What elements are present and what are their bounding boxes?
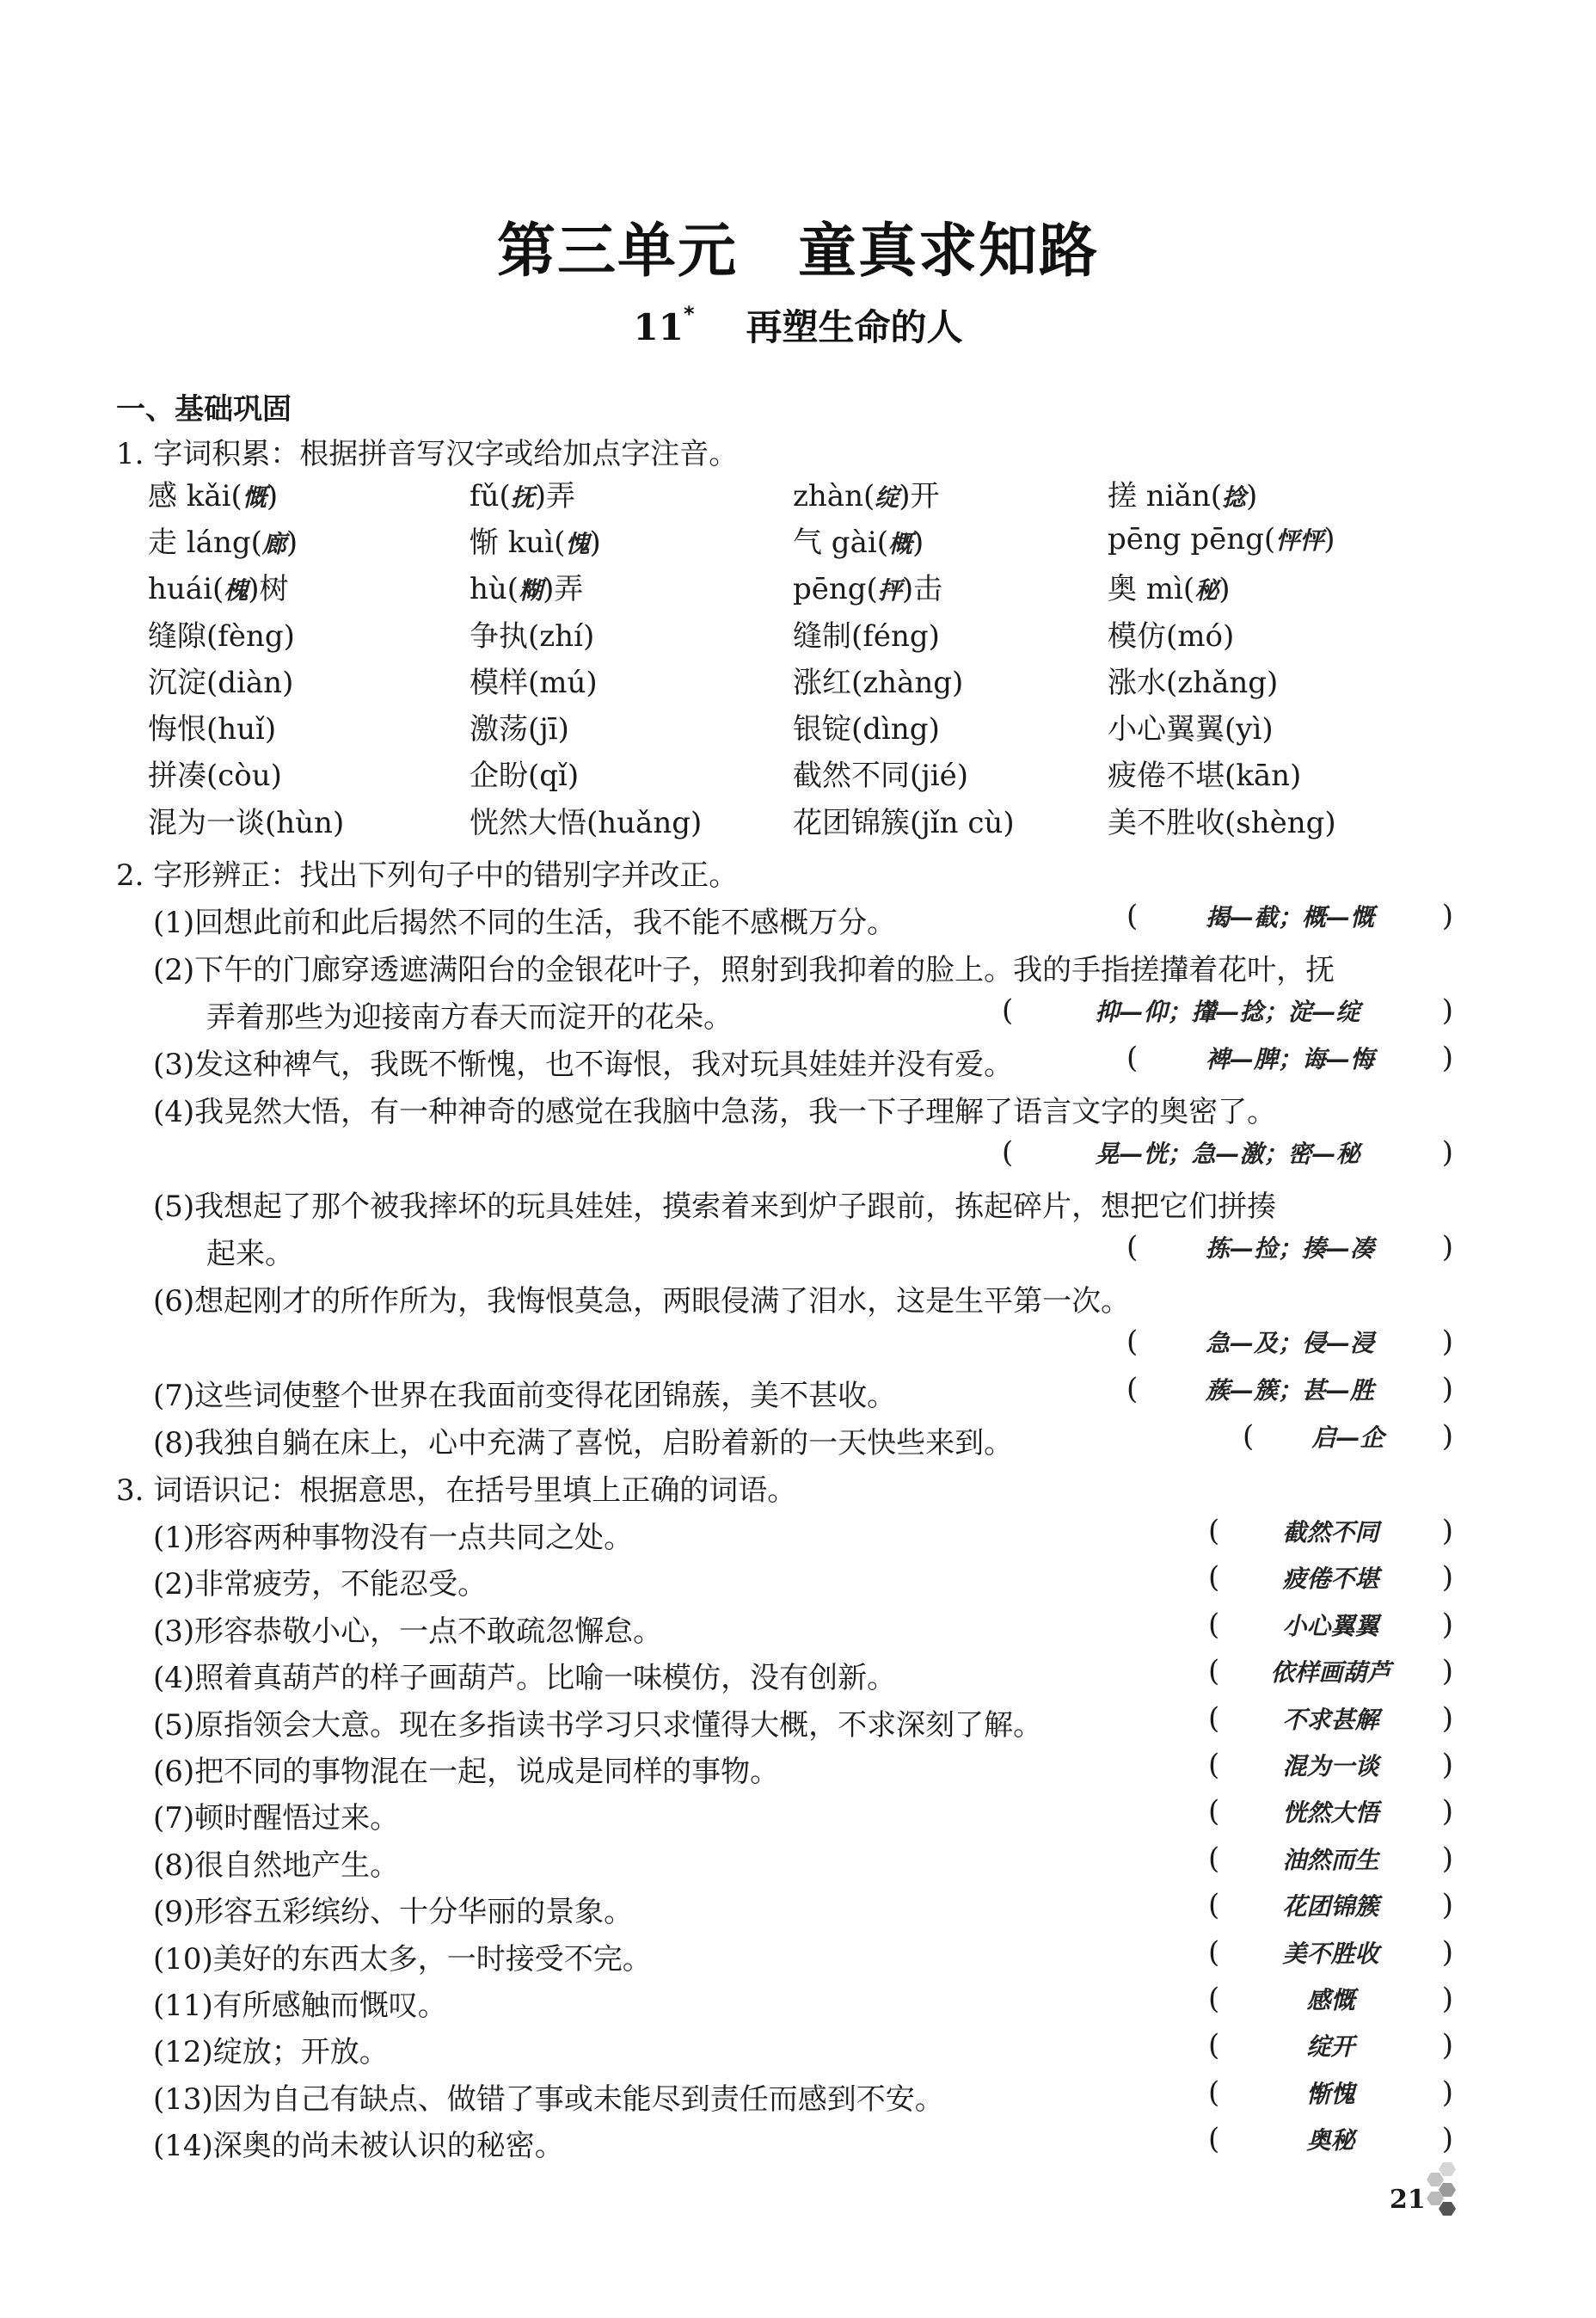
vocab-cell <box>793 799 1108 841</box>
vocab-row <box>148 703 1489 749</box>
q3-item: (5)原指领会大意。现在多指读书学习只求懂得大概，不求深刻了解。 <box>153 1708 1043 1743</box>
vocab-prompt: fǔ( <box>470 478 511 513</box>
vocab-cell <box>1108 705 1486 747</box>
q2-answer-text: 揭—截；概—慨 <box>1205 903 1374 932</box>
vocab-cell <box>470 752 793 794</box>
vocab-prompt: 激荡(jī) <box>470 712 569 747</box>
hexagon-decoration-icon <box>1410 2161 1462 2221</box>
q2-heading: 2. 字形辨正：找出下列句子中的错别字并改正。 <box>116 858 739 893</box>
q3-answer: 小心翼翼 <box>1282 1612 1379 1640</box>
q3-heading: 3. 词语识记：根据意思，在括号里填上正确的词语。 <box>116 1473 797 1508</box>
vocab-cell <box>1108 752 1486 794</box>
q3-answer-bracket: ( 绽开 ) <box>1208 2028 1453 2063</box>
q3-item: (1)形容两种事物没有一点共同之处。 <box>153 1521 634 1555</box>
q3-answer-bracket: ( 奥秘 ) <box>1208 2122 1453 2156</box>
vocab-answer: 怦怦 <box>1275 526 1324 556</box>
vocab-cell <box>1108 565 1486 607</box>
lesson-star: * <box>683 302 695 326</box>
vocab-cell <box>793 565 1108 607</box>
q3-answer-bracket: ( 油然而生 ) <box>1208 1841 1453 1876</box>
vocab-suffix: )树 <box>248 572 289 607</box>
vocab-prompt: 悔恨(huǐ) <box>148 712 277 747</box>
q3-item: (2)非常疲劳，不能忍受。 <box>153 1567 488 1602</box>
q2-answer-text: 蔟—簇；甚—胜 <box>1205 1376 1374 1405</box>
vocab-prompt: 恍然大悟(huǎng) <box>470 805 703 840</box>
q3-answer-bracket: ( 感慨 ) <box>1208 1982 1453 2016</box>
q3-answer-bracket: ( 疲倦不堪 ) <box>1208 1560 1453 1595</box>
q3-answer: 疲倦不堪 <box>1282 1565 1379 1593</box>
vocab-suffix: ) <box>1246 478 1258 513</box>
q2-answer-text: 抑—仰；攆—捻；淀—绽 <box>1095 998 1360 1026</box>
q2-item-4: (4)我晃然大悟，有一种神奇的感觉在我脑中急荡，我一下子理解了语言文字的奥密了。 <box>153 1095 1277 1129</box>
lesson-title <box>0 299 1596 351</box>
q2-answer-text: 急—及；侵—浸 <box>1205 1329 1374 1357</box>
q2-answer-7: ( 蔟—簇；甚—胜 ) <box>1126 1372 1453 1406</box>
vocab-prompt: 争执(zhí) <box>470 618 595 654</box>
vocab-cell <box>793 612 1108 655</box>
q3-item: (14)深奥的尚未被认识的秘密。 <box>153 2129 564 2163</box>
q3-item: (6)把不同的事物混在一起，说成是同样的事物。 <box>153 1755 780 1789</box>
vocab-cell <box>148 565 470 607</box>
vocab-cell <box>148 612 470 655</box>
vocab-prompt: 疲倦不堪(kān) <box>1108 759 1302 794</box>
vocab-row <box>148 796 1489 843</box>
q2-item-8: (8)我独自躺在床上，心中充满了喜悦，启盼着新的一天快些来到。 <box>153 1426 1014 1460</box>
vocab-answer: 愧 <box>565 529 590 558</box>
vocab-prompt: 截然不同(jié) <box>793 759 969 794</box>
q2-answer-2: ( 抑—仰；攆—捻；淀—绽 ) <box>1002 993 1453 1028</box>
q2-item-7: (7)这些词使整个世界在我面前变得花团锦蔟，美不甚收。 <box>153 1379 897 1413</box>
vocab-suffix: )开 <box>899 478 940 513</box>
vocab-prompt: 感 kǎi( <box>148 478 242 513</box>
q3-answer: 恍然大悟 <box>1282 1798 1379 1827</box>
vocab-answer: 抚 <box>510 483 535 512</box>
vocab-grid <box>148 470 1489 843</box>
vocab-row <box>148 516 1489 563</box>
q3-answer-bracket: ( 花团锦簇 ) <box>1208 1888 1453 1922</box>
vocab-prompt: hù( <box>470 572 519 607</box>
vocab-cell <box>148 472 470 514</box>
q3-answer: 绽开 <box>1306 2032 1355 2061</box>
q2-item-6: (6)想起刚才的所作所为，我悔恨莫急，两眼侵满了泪水，这是生平第一次。 <box>153 1284 1131 1319</box>
q3-item: (11)有所感触而慨叹。 <box>153 1989 447 2023</box>
vocab-prompt: 走 láng( <box>148 525 262 560</box>
q3-answer: 花团锦簇 <box>1282 1892 1379 1921</box>
unit-title: 第三单元 童真求知路 <box>496 218 1099 286</box>
vocab-prompt: 沉淀(diàn) <box>148 665 294 700</box>
vocab-row <box>148 610 1489 656</box>
lesson-name: 再塑生命的人 <box>746 306 963 348</box>
q2-answer-text: 启—企 <box>1311 1423 1384 1452</box>
vocab-cell <box>470 472 793 514</box>
q2-answer-5: ( 拣—捡；揍—凑 ) <box>1126 1230 1453 1264</box>
vocab-cell <box>470 519 793 561</box>
vocab-prompt: 模仿(mó) <box>1108 618 1235 654</box>
q3-answer: 截然不同 <box>1282 1518 1379 1546</box>
q2-item-2-cont: 弄着那些为迎接南方春天而淀开的花朵。 <box>206 1000 733 1035</box>
vocab-cell <box>470 705 793 747</box>
vocab-answer: 槐 <box>224 576 249 606</box>
q2-answer-6: ( 急—及；侵—浸 ) <box>1126 1325 1453 1359</box>
q2-answer-4: ( 晃—恍；急—激；密—秘 ) <box>1002 1135 1453 1170</box>
q3-answer-bracket: ( 截然不同 ) <box>1208 1514 1453 1548</box>
vocab-cell <box>793 752 1108 794</box>
q3-answer: 感慨 <box>1306 1986 1355 2014</box>
vocab-prompt: 涨水(zhǎng) <box>1108 665 1279 700</box>
vocab-cell <box>148 799 470 841</box>
vocab-prompt: 拼凑(còu) <box>148 759 282 794</box>
vocab-prompt: 美不胜收(shèng) <box>1108 805 1336 840</box>
q3-answer: 奥秘 <box>1306 2126 1355 2155</box>
vocab-suffix: )弄 <box>534 478 576 513</box>
vocab-prompt: 缝制(féng) <box>793 618 940 654</box>
vocab-cell <box>148 752 470 794</box>
vocab-cell <box>793 705 1108 747</box>
q2-item-5-cont: 起来。 <box>206 1237 294 1271</box>
q2-answer-text: 裨—脾；诲—悔 <box>1205 1045 1374 1073</box>
q3-item: (12)绽放；开放。 <box>153 2035 389 2069</box>
vocab-answer: 捻 <box>1222 483 1247 512</box>
q2-answer-text: 拣—捡；揍—凑 <box>1205 1234 1374 1263</box>
vocab-suffix: ) <box>912 525 924 560</box>
vocab-row <box>148 750 1489 796</box>
q3-answer-bracket: ( 依样画葫芦 ) <box>1208 1654 1453 1688</box>
q3-answer: 不求甚解 <box>1282 1706 1379 1734</box>
q3-item: (9)形容五彩缤纷、十分华丽的景象。 <box>153 1895 634 1929</box>
vocab-prompt: zhàn( <box>793 478 875 513</box>
vocab-cell <box>470 565 793 607</box>
vocab-prompt: pēng( <box>793 572 878 607</box>
vocab-cell <box>148 659 470 701</box>
vocab-cell <box>470 799 793 841</box>
q3-answer-bracket: ( 惭愧 ) <box>1208 2075 1453 2110</box>
vocab-prompt: 奥 mì( <box>1108 572 1195 607</box>
vocab-prompt: 企盼(qǐ) <box>470 759 580 794</box>
q2-answer-1: ( 揭—截；概—慨 ) <box>1126 899 1453 933</box>
vocab-suffix: ) <box>1218 572 1231 607</box>
vocab-prompt: 惭 kuì( <box>470 525 566 560</box>
vocab-answer: 糊 <box>519 576 543 606</box>
vocab-cell <box>793 519 1108 561</box>
q3-answer-bracket: ( 不求甚解 ) <box>1208 1701 1453 1736</box>
vocab-row <box>148 470 1489 516</box>
q2-item-5: (5)我想起了那个被我摔坏的玩具娃娃，摸索着来到炉子跟前，拣起碎片，想把它们拼揍 <box>153 1190 1277 1224</box>
vocab-cell <box>793 472 1108 514</box>
q3-answer: 惭愧 <box>1306 2080 1355 2108</box>
q2-answer-8: ( 启—企 ) <box>1243 1419 1453 1454</box>
vocab-cell <box>1108 522 1486 556</box>
vocab-suffix: ) <box>285 525 298 560</box>
vocab-answer: 慨 <box>242 483 267 512</box>
vocab-answer: 廊 <box>261 529 286 558</box>
vocab-cell <box>470 659 793 701</box>
vocab-cell <box>793 659 1108 701</box>
vocab-suffix: )弄 <box>543 572 584 607</box>
q2-item-3: (3)发这种裨气，我既不惭愧，也不诲恨，我对玩具娃娃并没有爱。 <box>153 1048 1014 1082</box>
vocab-suffix: )击 <box>901 572 943 607</box>
vocab-cell <box>1108 472 1486 514</box>
vocab-suffix: ) <box>589 525 601 560</box>
vocab-answer: 绽 <box>875 483 899 512</box>
vocab-answer: 秘 <box>1194 576 1219 606</box>
q3-item: (4)照着真葫芦的样子画葫芦。比喻一味模仿，没有创新。 <box>153 1661 897 1695</box>
vocab-prompt: 缝隙(fèng) <box>148 618 295 654</box>
vocab-prompt: 银锭(dìng) <box>793 712 940 747</box>
q2-answer-3: ( 裨—脾；诲—悔 ) <box>1126 1041 1453 1075</box>
vocab-prompt: 模样(mú) <box>470 665 598 700</box>
q2-item-2: (2)下午的门廊穿透遮满阳台的金银花叶子，照射到我抑着的脸上。我的手指搓攆着花叶，抚 <box>153 953 1335 987</box>
vocab-cell <box>470 612 793 655</box>
vocab-prompt: 气 gài( <box>793 525 888 560</box>
vocab-suffix: ) <box>1323 522 1335 557</box>
vocab-prompt: 搓 niǎn( <box>1108 478 1223 513</box>
q3-answer-bracket: ( 美不胜收 ) <box>1208 1935 1453 1970</box>
vocab-prompt: huái( <box>148 572 224 607</box>
page-number: 21 <box>1390 2185 1426 2215</box>
q3-answer: 油然而生 <box>1282 1846 1379 1874</box>
q3-item: (13)因为自己有缺点、做错了事或未能尽到责任而感到不安。 <box>153 2082 944 2117</box>
vocab-row <box>148 563 1489 610</box>
q3-answer: 依样画葫芦 <box>1270 1658 1391 1687</box>
vocab-prompt: 涨红(zhàng) <box>793 665 964 700</box>
vocab-row <box>148 656 1489 703</box>
q1-heading: 1. 字词积累：根据拼音写汉字或给加点字注音。 <box>116 437 739 471</box>
vocab-cell <box>1108 799 1486 841</box>
vocab-answer: 概 <box>887 529 912 558</box>
vocab-cell <box>148 705 470 747</box>
vocab-answer: 抨 <box>877 576 902 606</box>
vocab-cell <box>148 519 470 561</box>
q3-item: (8)很自然地产生。 <box>153 1848 400 1883</box>
q3-item: (10)美好的东西太多，一时接受不完。 <box>153 1942 652 1977</box>
q3-item: (7)顿时醒悟过来。 <box>153 1801 400 1835</box>
q2-answer-text: 晃—恍；急—激；密—秘 <box>1095 1140 1360 1168</box>
vocab-prompt: 混为一谈(hùn) <box>148 805 345 840</box>
vocab-cell <box>1108 659 1486 701</box>
vocab-suffix: ) <box>266 478 279 513</box>
lesson-number: 11 <box>633 306 684 348</box>
q3-answer-bracket: ( 混为一谈 ) <box>1208 1748 1453 1782</box>
vocab-prompt: pēng pēng( <box>1108 522 1276 557</box>
vocab-cell <box>1108 612 1486 655</box>
q3-answer: 混为一谈 <box>1282 1752 1379 1780</box>
vocab-prompt: 小心翼翼(yì) <box>1108 712 1274 747</box>
q2-item-1: (1)回想此前和此后揭然不同的生活，我不能不感概万分。 <box>153 906 897 940</box>
q3-answer: 美不胜收 <box>1282 1940 1379 1968</box>
vocab-prompt: 花团锦簇(jǐn cù) <box>793 805 1015 840</box>
section-title: 一、基础巩固 <box>116 392 292 427</box>
q3-answer-bracket: ( 小心翼翼 ) <box>1208 1608 1453 1642</box>
q3-answer-bracket: ( 恍然大悟 ) <box>1208 1794 1453 1829</box>
q3-item: (3)形容恭敬小心，一点不敢疏忽懈怠。 <box>153 1614 663 1649</box>
